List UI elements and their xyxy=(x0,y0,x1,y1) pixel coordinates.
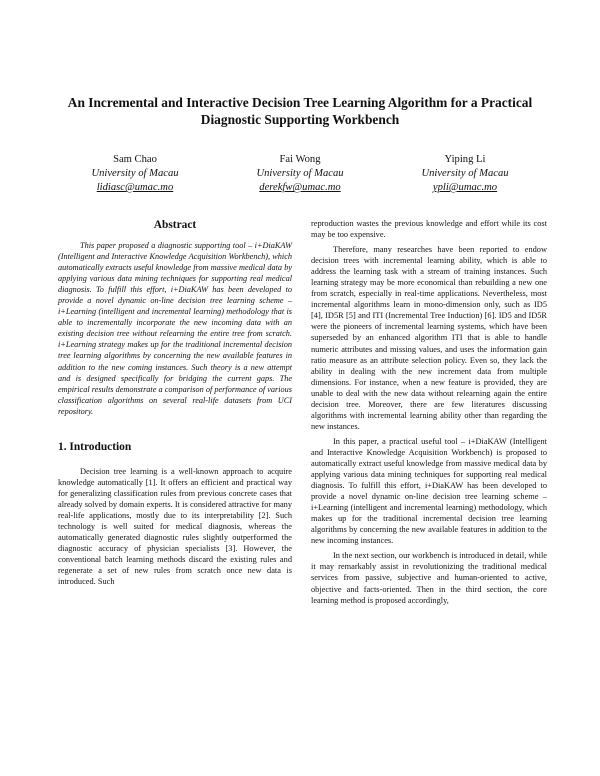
author-email[interactable]: ypli@umac.mo xyxy=(432,182,498,193)
section-heading-introduction: 1. Introduction xyxy=(58,440,132,453)
author-affiliation: University of Macau xyxy=(421,168,509,179)
paper-title: An Incremental and Interactive Decision Tree Learning Algorithm for a Practical Diagnostic Supporting Workbench xyxy=(67,95,533,127)
intro-paragraph-4: In the next section, our workbench is introduced in detail, while it may remarkably assist in revolutionizing the traditional medical services from passive, subjective and human-oriented to active, objective and facts-oriented. Then in the third section, the core learning method is proposed accordingly, xyxy=(311,551,547,605)
author-affiliation: University of Macau xyxy=(256,168,344,179)
author-3 xyxy=(375,153,555,195)
left-column xyxy=(58,218,292,587)
intro-paragraph-1-continued: reproduction wastes the previous knowledge and effort while its cost may be too expensive. xyxy=(311,219,547,240)
intro-paragraph-1: Decision tree learning is a well-known approach to acquire knowledge automatically [1]. It offers an efficient and practical way for generalizing classification rules from previous concrete cases that already solved by domain experts. It is considered attractive for many real-life applications, mostly due to its interpretability [2]. Such technology is well suited for medical diagnosis, whereas the automatically generated diagnostic rules slightly outperformed the diagnostic accuracy of physician specialists [3]. However, the conventional batch learning methods discard the existing rules and regenerate a set of new rules from scratch once new data is introduced. Such xyxy=(58,466,292,587)
author-email[interactable]: derekfw@umac.mo xyxy=(259,182,341,193)
intro-paragraph-3: In this paper, a practical useful tool – i+DiaKAW (Intelligent and Interactive Knowledge Acquisition Workbench) is proposed to automatically extract useful knowledge from massive medical data by applying various data mining techniques for supporting real medical diagnosis. To fulfill this effort, i+DiaKAW has been developed to provide a novel dynamic on-line decision tree learning scheme – i+Learning (intelligent and incremental learning) methodology, which makes up for the traditional incremental decision tree learning algorithms by concerning the new available features in addition to the new incoming instances. xyxy=(311,436,547,546)
author-2 xyxy=(210,153,390,195)
abstract-text: This paper proposed a diagnostic supporting tool – i+DiaKAW (Intelligent and Interactive Knowledge Acquisition Workbench), which automatically extracts useful knowledge from massive medical data by applying various data mining techniques for supporting real medical diagnosis. To fulfill this effort, i+DiaKAW has been developed to provide a novel dynamic on-line decision tree learning scheme – i+Learning (intelligent and incremental learning) methodology that is able to incrementally incorporate the new incoming data with an existing decision tree without relearning the entire tree from scratch. i+Learning strategy makes up for the traditional incremental decision tree learning algorithms by concerning the new available features in addition to the new coming instances. Such theory is a new attempt and is designed specifically for bridging the current gaps. The empirical results demonstrate a comparison of performance of various classification algorithms on several real-life datasets from UCI repository. xyxy=(58,241,292,416)
author-affiliation: University of Macau xyxy=(91,168,179,179)
author-1 xyxy=(45,153,225,195)
author-name: Yiping Li xyxy=(444,154,486,165)
author-email[interactable]: lidiasc@umac.mo xyxy=(96,182,174,193)
abstract-heading: Abstract xyxy=(153,219,197,231)
author-name: Fai Wong xyxy=(279,154,321,165)
right-column xyxy=(311,218,547,606)
author-name: Sam Chao xyxy=(113,154,157,165)
intro-paragraph-2: Therefore, many researches have been reported to endow decision trees with incremental learning ability, which is able to address the learning task with a stream of training instances. Such learning strategy may be more economical than rebuilding a new one from scratch, especially in real-time applications. Nevertheless, most incremental algorithms learn in mono-dimension only, such as ID5 [4], ID5R [5] and ITI (Incremental Tree Induction) [6]. ID5 and ID5R were the pioneers of incremental learning systems, which have been superseded by an enhanced algorithm ITI that is able to handle numeric attributes and missing values, and uses the information gain ratio measure as an attribute selection policy. Even so, they lack the ability in dealing with the new increment data from multiple dimensions. For instance, when a new feature is provided, they are unable to deal with the new data without relearning again the entire decision tree. Moreover, there are few literatures discussing algorithms with incremental learning ability other than regarding the new instances. xyxy=(311,245,547,431)
